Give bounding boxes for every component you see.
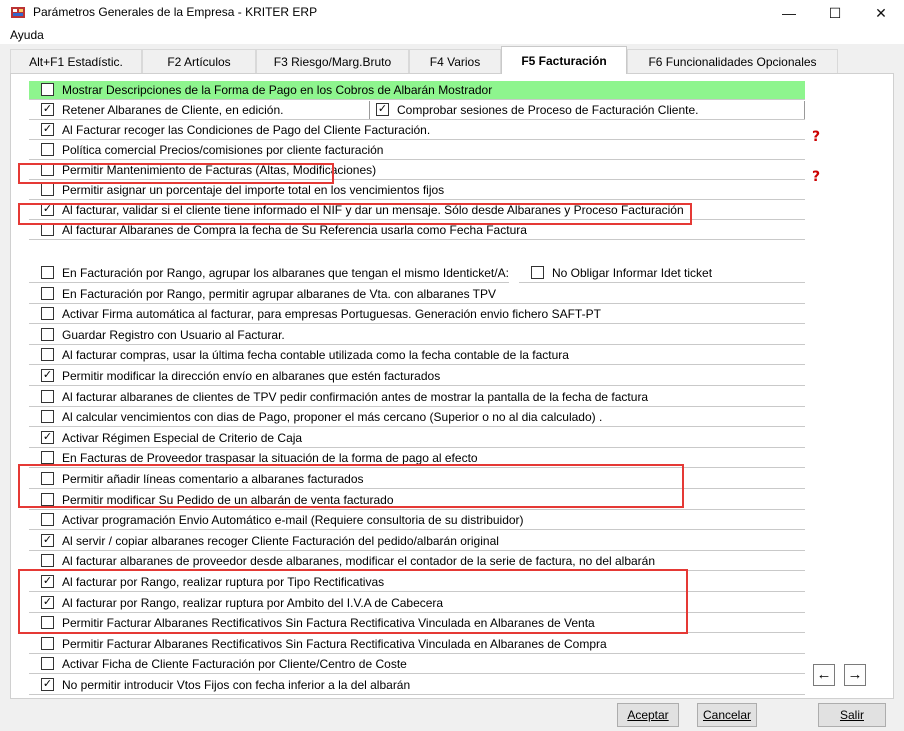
- setting-label: Comprobar sesiones de Proceso de Facturación Cliente.: [397, 103, 699, 117]
- checkbox[interactable]: [41, 348, 54, 361]
- setting-row[interactable]: [29, 121, 805, 140]
- setting-row[interactable]: [29, 388, 805, 407]
- tab-varios[interactable]: F4 Varios: [409, 49, 501, 73]
- setting-label: Al facturar, validar si el cliente tiene informado el NIF y dar un mensaje. Sólo desde Albaranes y Proceso Facturación: [62, 203, 684, 217]
- checkbox[interactable]: ✓: [42, 103, 53, 115]
- setting-row[interactable]: [29, 181, 805, 200]
- setting-row[interactable]: [29, 655, 805, 674]
- setting-label: Activar Firma automática al facturar, para empresas Portuguesas. Generación envio fichero SAFT-PT: [62, 307, 601, 322]
- setting-row[interactable]: [29, 635, 805, 654]
- setting-subrow[interactable]: [369, 101, 805, 119]
- checkbox[interactable]: ✓: [42, 533, 53, 546]
- title-bar: [0, 0, 904, 26]
- setting-label: Permitir Facturar Albaranes Rectificativos Sin Factura Rectificativa Vinculada en Albaranes de Venta: [62, 616, 595, 631]
- setting-row[interactable]: [29, 491, 805, 510]
- setting-row[interactable]: [29, 101, 805, 120]
- setting-label: Activar Régimen Especial de Criterio de Caja: [62, 430, 303, 445]
- setting-label: Al facturar por Rango, realizar ruptura por Ambito del I.V.A de Cabecera: [62, 595, 444, 610]
- checkbox[interactable]: [41, 451, 54, 464]
- setting-row[interactable]: [29, 532, 805, 551]
- setting-row[interactable]: [29, 264, 713, 283]
- setting-label: Al facturar compras, usar la última fecha contable utilizada como la fecha contable de la factura: [62, 348, 569, 363]
- checkbox[interactable]: ✓: [42, 203, 53, 215]
- cancel-button[interactable]: Cancelar: [697, 703, 757, 727]
- setting-row[interactable]: [29, 161, 805, 180]
- next-arrow-button[interactable]: →: [844, 664, 866, 686]
- checkbox[interactable]: [41, 554, 54, 567]
- setting-row[interactable]: [29, 429, 805, 448]
- checkbox[interactable]: [41, 143, 54, 156]
- setting-row[interactable]: [29, 141, 805, 160]
- setting-label: No permitir introducir Vtos Fijos con fecha inferior a la del albarán: [62, 678, 411, 692]
- checkbox[interactable]: [41, 223, 54, 236]
- checkbox[interactable]: [41, 657, 54, 670]
- setting-label: En Facturación por Rango, agrupar los albaranes que tengan el mismo Identicket/A:: [62, 266, 509, 280]
- tab-estadisticas[interactable]: Alt+F1 Estadístic.: [10, 49, 142, 73]
- setting-row[interactable]: [29, 614, 805, 633]
- setting-row[interactable]: [29, 573, 805, 592]
- setting-label: Permitir modificar la dirección envío en albaranes que estén facturados: [62, 369, 441, 383]
- checkbox[interactable]: ✓: [42, 369, 53, 381]
- setting-label: Activar Ficha de Cliente Facturación por Cliente/Centro de Coste: [62, 657, 407, 672]
- setting-row[interactable]: [29, 511, 805, 530]
- checkbox[interactable]: [41, 328, 54, 341]
- setting-label: Guardar Registro con Usuario al Facturar.: [62, 327, 285, 342]
- setting-label: En Facturas de Proveedor traspasar la situación de la forma de pago al efecto: [62, 451, 478, 466]
- checkbox[interactable]: ✓: [377, 103, 388, 115]
- checkbox[interactable]: ✓: [42, 575, 53, 587]
- checkbox[interactable]: [41, 637, 54, 650]
- setting-label: En Facturación por Rango, permitir agrupar albaranes de Vta. con albaranes TPV: [62, 286, 497, 301]
- setting-row[interactable]: [29, 408, 805, 427]
- setting-label: Política comercial Precios/comisiones por cliente facturación: [62, 143, 384, 157]
- checkbox[interactable]: [41, 307, 54, 320]
- checkbox[interactable]: [41, 163, 54, 176]
- setting-row[interactable]: [29, 449, 805, 468]
- setting-row[interactable]: [29, 594, 805, 613]
- setting-label: Al Facturar recoger las Condiciones de Pago del Cliente Facturación.: [62, 123, 431, 137]
- setting-row[interactable]: [29, 552, 805, 571]
- setting-label: No Obligar Informar Idet ticket: [552, 266, 713, 280]
- setting-row[interactable]: [29, 367, 805, 386]
- checkbox[interactable]: ✓: [42, 678, 53, 690]
- setting-label: Al facturar albaranes de clientes de TPV pedir confirmación antes de mostrar la pantalla de la fecha de factura: [62, 389, 649, 404]
- setting-row[interactable]: [29, 305, 805, 324]
- setting-label: Activar programación Envio Automático e-mail (Requiere consultoria de su distribuidor): [62, 513, 524, 528]
- checkbox[interactable]: [41, 493, 54, 506]
- setting-label: Permitir Facturar Albaranes Rectificativos Sin Factura Rectificativa Vinculada en Albaranes de Compra: [62, 636, 607, 651]
- tab-riesgo[interactable]: F3 Riesgo/Marg.Bruto: [256, 49, 409, 73]
- setting-row[interactable]: [29, 201, 805, 220]
- svg-text:?: ?: [811, 129, 821, 144]
- setting-label: Permitir modificar Su Pedido de un albarán de venta facturado: [62, 492, 394, 507]
- setting-row[interactable]: [29, 326, 805, 345]
- setting-label: Al facturar por Rango, realizar ruptura por Tipo Rectificativas: [62, 575, 385, 589]
- settings-panel: [10, 73, 894, 699]
- checkbox[interactable]: [41, 390, 54, 403]
- tab-funcionalidades[interactable]: F6 Funcionalidades Opcionales: [627, 49, 838, 73]
- setting-label: Al calcular vencimientos con dias de Pago, proponer el más cercano (Superior o no al dia calculado) .: [62, 410, 603, 425]
- checkbox[interactable]: [41, 472, 54, 485]
- menu-item-ayuda[interactable]: Ayuda: [10, 28, 44, 42]
- checkbox[interactable]: ✓: [42, 430, 53, 443]
- setting-label: Retener Albaranes de Cliente, en edición.: [62, 103, 284, 117]
- checkbox[interactable]: ✓: [42, 595, 53, 608]
- exit-button[interactable]: Salir: [818, 703, 886, 727]
- setting-row[interactable]: [29, 81, 805, 100]
- help-icon[interactable]: [808, 168, 824, 184]
- checkbox[interactable]: [41, 266, 54, 279]
- window-title: Parámetros Generales de la Empresa - KRITER ERP: [33, 5, 318, 19]
- prev-arrow-button[interactable]: ←: [813, 664, 835, 686]
- app-icon: [10, 4, 26, 20]
- tab-facturacion[interactable]: F5 Facturación: [501, 46, 627, 74]
- setting-label: Al facturar albaranes de proveedor desde albaranes, modificar el contador de la serie de factura, no del albarán: [62, 554, 656, 569]
- setting-label: Al servir / copiar albaranes recoger Cliente Facturación del pedido/albarán original: [62, 533, 499, 548]
- maximize-button[interactable]: ☐: [828, 5, 842, 21]
- checkbox[interactable]: [41, 513, 54, 526]
- minimize-button[interactable]: —: [782, 5, 796, 21]
- help-icon[interactable]: [808, 128, 824, 144]
- checkbox[interactable]: [41, 83, 54, 96]
- setting-row[interactable]: [29, 221, 805, 240]
- setting-label: Permitir Mantenimiento de Facturas (Altas, Modificaciones): [62, 163, 377, 177]
- svg-text:?: ?: [811, 169, 821, 184]
- checkbox[interactable]: ✓: [42, 123, 53, 135]
- setting-subrow[interactable]: [519, 264, 805, 283]
- tab-articulos[interactable]: F2 Artículos: [142, 49, 256, 73]
- setting-label: Mostrar Descripciones de la Forma de Pago en los Cobros de Albarán Mostrador: [62, 83, 493, 97]
- checkbox[interactable]: [531, 266, 544, 279]
- checkbox[interactable]: [41, 410, 54, 423]
- setting-label: Permitir añadir líneas comentario a albaranes facturados: [62, 472, 364, 486]
- checkbox[interactable]: [41, 287, 54, 300]
- setting-row[interactable]: [29, 470, 805, 489]
- setting-row[interactable]: [29, 676, 805, 695]
- setting-label: Al facturar Albaranes de Compra la fecha de Su Referencia usarla como Fecha Factura: [62, 223, 527, 237]
- checkbox[interactable]: [41, 616, 54, 629]
- setting-row[interactable]: [29, 285, 805, 304]
- setting-row[interactable]: [29, 346, 805, 365]
- close-button[interactable]: ✕: [875, 5, 887, 21]
- checkbox[interactable]: [41, 183, 54, 196]
- accept-button[interactable]: Aceptar: [617, 703, 679, 727]
- setting-label: Permitir asignar un porcentaje del importe total en los vencimientos fijos: [62, 183, 445, 197]
- menu-bar: [0, 26, 904, 44]
